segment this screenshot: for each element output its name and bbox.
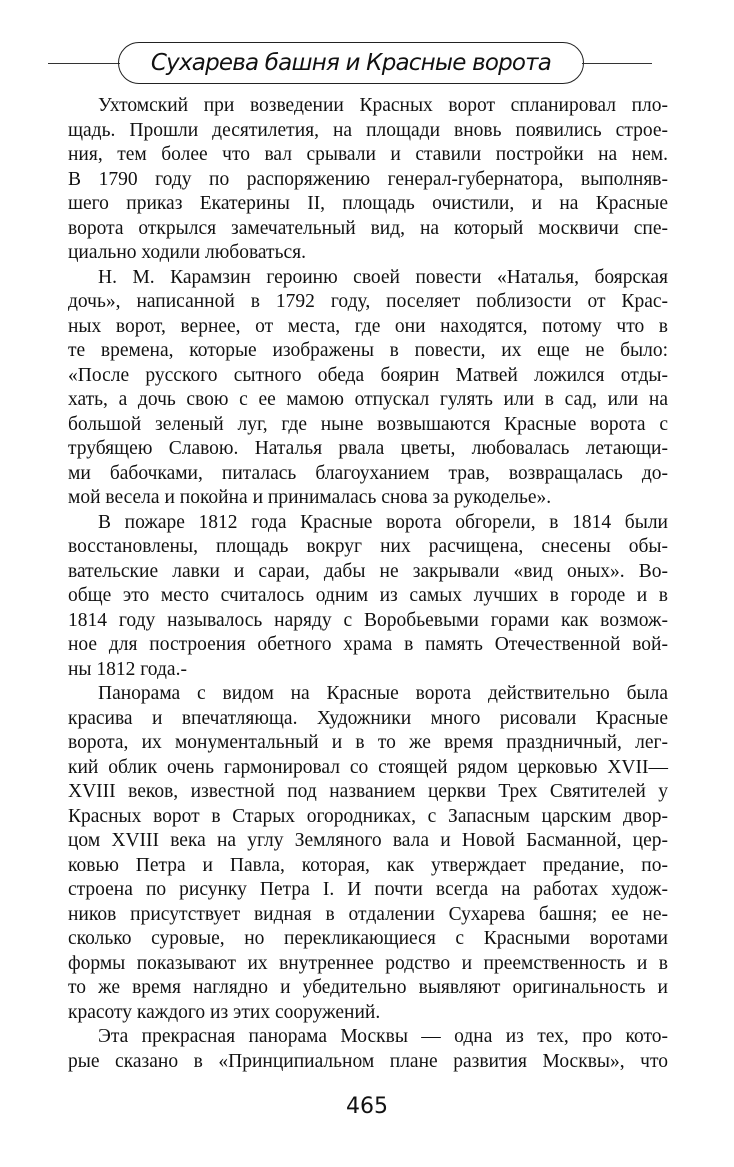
text-line: большой зеленый луг, где ныне возвышаются Красные ворота с: [68, 413, 668, 435]
paragraph: [68, 94, 668, 266]
text-line: хать, а дочь свою с ее мамою отпускал гулять или в сад, или на: [68, 389, 668, 410]
text-line: 1814 году называлось наряду с Воробьевыми горами как возмож-: [68, 609, 668, 631]
page-body-text: [68, 94, 668, 1074]
text-line: ное для построения обетного храма в память Отечественной вой-: [68, 634, 668, 655]
text-line: шего приказ Екатерины II, площадь очистили, и на Красные: [68, 193, 668, 214]
running-header: [0, 38, 734, 88]
text-line: Эта прекрасная панорама Москвы — одна из тех, про кото-: [98, 1026, 668, 1047]
text-line: цом XVIII века на углу Земляного вала и Новой Басманной, цер-: [68, 830, 668, 851]
header-rule-left: [48, 63, 120, 64]
text-line: ворота, их монументальный и в то же время праздничный, лег-: [68, 732, 668, 753]
paragraph: [68, 682, 668, 1025]
text-line: строена по рисунку Петра I. И почти всегда на работах худож-: [68, 879, 668, 900]
text-line: дочь», написанной в 1792 году, поселяет поблизости от Крас-: [68, 291, 668, 312]
text-line: мой весела и покойна и принималась снова за рукоделье».: [68, 487, 552, 508]
text-line: формы показывают их внутреннее родство и преемственность и в: [68, 952, 668, 974]
text-line: Ухтомский при возведении Красных ворот спланировал пло-: [98, 95, 668, 116]
text-line: ников присутствует видная в отдалении Сухарева башня; ее не-: [68, 903, 668, 925]
text-line: Красных ворот в Старых огородниках, с Запасным царским двор-: [68, 805, 668, 827]
text-line: «После русского сытного обеда боярин Матвей ложился отды-: [68, 364, 668, 386]
text-line: ковью Петра и Павла, которая, как утверждает предание, по-: [68, 854, 668, 876]
text-line: сколько суровые, но перекликающиеся с Красными воротами: [68, 928, 668, 949]
header-title-frame: [118, 42, 584, 84]
text-line: ми бабочками, питалась благоуханием трав, возвращалась до-: [68, 462, 668, 484]
text-line: циально ходили любоваться.: [68, 242, 306, 263]
text-line: красоту каждого из этих сооружений.: [68, 1001, 381, 1023]
header-rule-right: [582, 63, 652, 64]
text-line: то же время наглядно и убедительно выявляют оригинальность и: [68, 977, 668, 998]
text-line: В 1790 году по распоряжению генерал-губернатора, выполняв-: [68, 168, 668, 190]
text-line: Панорама с видом на Красные ворота действительно была: [98, 683, 668, 704]
text-line: ных ворот, вернее, от места, где они находятся, потому что в: [68, 315, 668, 337]
text-line: трубящею Славою. Наталья рвала цветы, любовалась летающи-: [68, 438, 668, 459]
text-line: В пожаре 1812 года Красные ворота обгорели, в 1814 были: [98, 511, 668, 533]
paragraph: [68, 1025, 668, 1074]
text-line: красива и впечатляюща. Художники много рисовали Красные: [68, 707, 668, 729]
text-line: рые сказано в «Принципиальном плане развития Москвы», что: [68, 1050, 668, 1072]
text-line: ния, тем более что вал срывали и ставили постройки на нем.: [68, 144, 668, 165]
page-number: 465: [346, 1094, 388, 1119]
text-line: Н. М. Карамзин героиню своей повести «Наталья, боярская: [98, 266, 668, 288]
text-line: ны 1812 года.-: [68, 658, 187, 680]
text-line: щадь. Прошли десятилетия, на площади вновь появились строе-: [68, 119, 668, 141]
text-line: XVIII веков, известной под названием церкви Трех Святителей у: [68, 781, 668, 802]
text-line: кий облик очень гармонировал со стоящей рядом церковью XVII—: [68, 756, 668, 778]
text-line: ворота открылся замечательный вид, на который москвичи спе-: [68, 217, 668, 239]
header-title: Сухарева башня и Красные ворота: [150, 50, 552, 76]
text-line: восстановлены, площадь вокруг них расчищена, снесены обы-: [68, 536, 668, 557]
paragraph: [68, 511, 668, 683]
paragraph: [68, 266, 668, 511]
text-line: вательские лавки и сараи, дабы не закрывали «вид оных». Во-: [68, 560, 668, 582]
text-line: обще это место считалось одним из самых лучших в городе и в: [68, 585, 668, 606]
text-line: те времена, которые изображены в повести, их еще не было:: [68, 340, 668, 361]
